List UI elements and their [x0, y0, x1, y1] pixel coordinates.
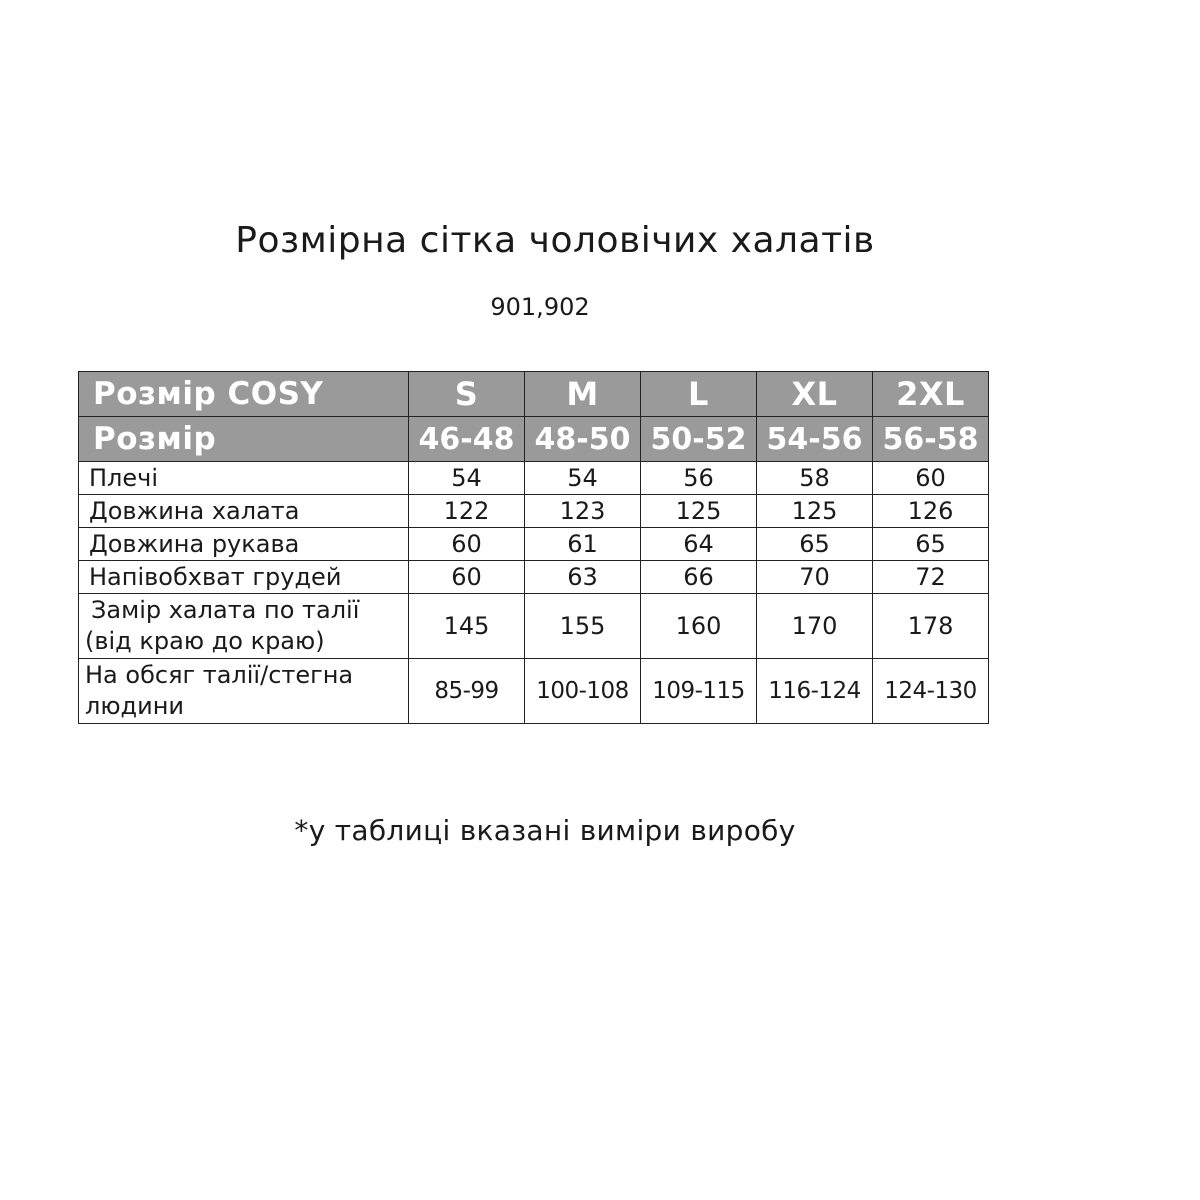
- row-label: Напівобхват грудей: [79, 561, 409, 594]
- table-cell: 124-130: [873, 659, 989, 724]
- table-cell: 64: [641, 528, 757, 561]
- header-label-cosy-size: Розмір COSY: [79, 372, 409, 417]
- table-row: [79, 495, 989, 528]
- table-cell: 125: [641, 495, 757, 528]
- row-label: [79, 659, 409, 724]
- size-chart-table: [78, 371, 989, 724]
- table-cell: 65: [757, 528, 873, 561]
- table-cell: 145: [409, 594, 525, 659]
- header-cell: 56-58: [873, 417, 989, 462]
- table-cell: 66: [641, 561, 757, 594]
- table-cell: 58: [757, 462, 873, 495]
- table-row: [79, 462, 989, 495]
- header-cell: M: [525, 372, 641, 417]
- table-cell: 56: [641, 462, 757, 495]
- table-cell: 178: [873, 594, 989, 659]
- header-cell: XL: [757, 372, 873, 417]
- table-cell: 123: [525, 495, 641, 528]
- table-cell: 116-124: [757, 659, 873, 724]
- table-cell: 122: [409, 495, 525, 528]
- row-label-line: людини: [85, 692, 185, 720]
- table-cell: 170: [757, 594, 873, 659]
- page-title: Розмірна сітка чоловічих халатів: [235, 220, 875, 261]
- header-cell: S: [409, 372, 525, 417]
- header-cell: 46-48: [409, 417, 525, 462]
- header-cell: 48-50: [525, 417, 641, 462]
- table-cell: 54: [525, 462, 641, 495]
- table-row: [79, 528, 989, 561]
- table-cell: 160: [641, 594, 757, 659]
- row-label: [79, 594, 409, 659]
- row-label-line: (від краю до краю): [85, 627, 325, 655]
- footnote: *у таблиці вказані виміри виробу: [294, 814, 796, 847]
- table-cell: 85-99: [409, 659, 525, 724]
- table-row: [79, 594, 989, 659]
- row-label-line: Замір халата по талії: [91, 596, 360, 624]
- header-cell: L: [641, 372, 757, 417]
- table-cell: 61: [525, 528, 641, 561]
- table-cell: 125: [757, 495, 873, 528]
- table-cell: 65: [873, 528, 989, 561]
- row-label-line: На обсяг талії/стегна: [85, 661, 354, 689]
- table-row: [79, 659, 989, 724]
- table-cell: 100-108: [525, 659, 641, 724]
- table-cell: 63: [525, 561, 641, 594]
- header-row-cosy-size: [79, 372, 989, 417]
- header-row-size: [79, 417, 989, 462]
- header-cell: 50-52: [641, 417, 757, 462]
- header-cell: 2XL: [873, 372, 989, 417]
- row-label: Плечі: [79, 462, 409, 495]
- row-label: Довжина рукава: [79, 528, 409, 561]
- header-cell: 54-56: [757, 417, 873, 462]
- model-codes: 901,902: [490, 293, 590, 321]
- table-cell: 54: [409, 462, 525, 495]
- table-cell: 70: [757, 561, 873, 594]
- header-label-size: Розмір: [79, 417, 409, 462]
- table-cell: 60: [873, 462, 989, 495]
- table-cell: 155: [525, 594, 641, 659]
- table-row: [79, 561, 989, 594]
- table-cell: 60: [409, 528, 525, 561]
- table-cell: 126: [873, 495, 989, 528]
- row-label: Довжина халата: [79, 495, 409, 528]
- table-cell: 109-115: [641, 659, 757, 724]
- table-cell: 72: [873, 561, 989, 594]
- table-cell: 60: [409, 561, 525, 594]
